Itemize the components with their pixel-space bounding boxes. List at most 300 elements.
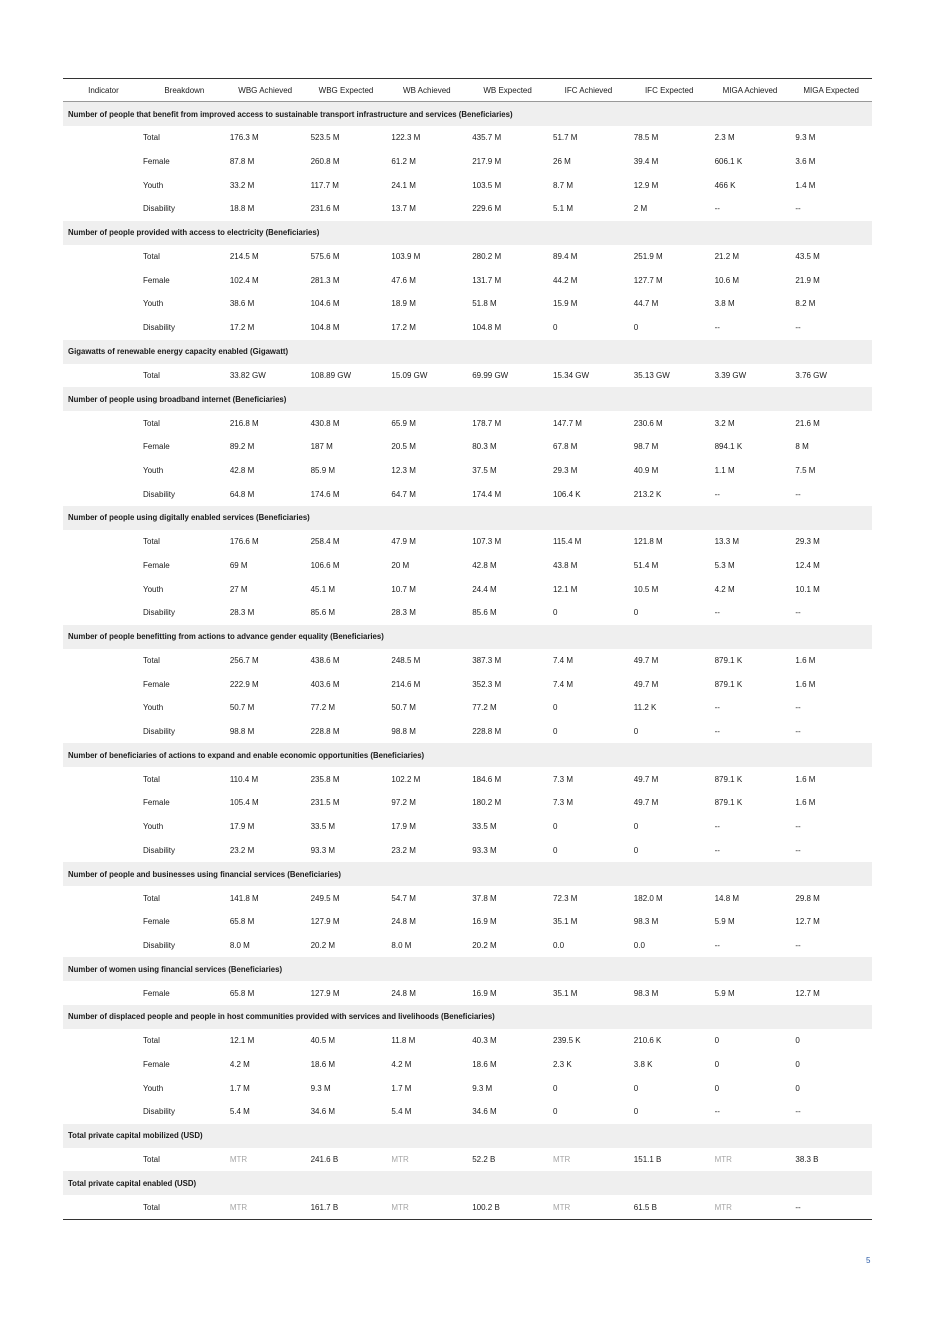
table-row	[63, 482, 872, 506]
indicator-title: Number of people provided with access to electricity (Beneficiaries)	[63, 221, 872, 245]
value-cell: 7.3 M	[553, 798, 574, 808]
value-cell: 4.2 M	[229, 1059, 250, 1069]
value-cell: 102.4 M	[229, 275, 259, 285]
value-cell: 228.8 M	[472, 727, 502, 737]
value-cell: 47.6 M	[391, 275, 416, 285]
value-cell: 879.1 K	[714, 679, 743, 689]
value-cell: 0	[633, 727, 639, 737]
value-cell: 249.5 M	[310, 893, 340, 903]
value-cell: 435.7 M	[472, 133, 502, 143]
value-cell: 27 M	[229, 584, 248, 594]
value-cell: 182.0 M	[633, 893, 663, 903]
value-cell: 127.9 M	[310, 988, 340, 998]
value-cell: 85.6 M	[310, 608, 336, 618]
value-cell: 8.0 M	[391, 940, 412, 950]
value-cell: 107.3 M	[472, 537, 502, 547]
value-cell: 1.4 M	[795, 180, 816, 190]
value-cell: 17.9 M	[229, 822, 255, 832]
value-cell: 98.8 M	[229, 727, 255, 737]
value-cell: 18.8 M	[229, 204, 255, 214]
value-cell: 29.8 M	[795, 893, 820, 903]
value-cell: 33.82 GW	[229, 370, 266, 380]
breakdown-cell: Total	[143, 1036, 160, 1046]
value-cell: 20.2 M	[310, 940, 336, 950]
indicator-title: Number of displaced people and people in host communities provided with services and livelihoods (Beneficiaries)	[63, 1005, 872, 1029]
value-cell: 258.4 M	[310, 537, 340, 547]
breakdown-cell: Total	[143, 370, 160, 380]
value-cell: 7.4 M	[553, 679, 574, 689]
value-cell: 0	[633, 608, 639, 618]
breakdown-cell: Disability	[143, 608, 176, 618]
indicator-section-row	[63, 1171, 872, 1195]
breakdown-cell: Disability	[143, 1107, 176, 1117]
value-cell: 104.8 M	[310, 323, 340, 333]
value-cell: 44.2 M	[553, 275, 578, 285]
value-cell: 235.8 M	[310, 774, 340, 784]
column-header-wbg-expected: WBG Expected	[306, 79, 387, 102]
table-row	[63, 1076, 872, 1100]
breakdown-cell: Total	[143, 133, 160, 143]
value-cell: 121.8 M	[633, 537, 663, 547]
value-cell: 39.4 M	[633, 157, 659, 167]
value-cell: 18.6 M	[472, 1059, 497, 1069]
value-cell: MTR	[548, 1195, 629, 1219]
value-cell: 0	[553, 845, 558, 855]
value-cell: MTR	[714, 1155, 732, 1165]
breakdown-cell: Total	[143, 537, 160, 547]
value-cell: 8.0 M	[229, 940, 250, 950]
value-cell: 29.3 M	[553, 465, 578, 475]
column-header-wb-achieved: WB Achieved	[386, 79, 467, 102]
value-cell: 176.3 M	[229, 133, 259, 143]
value-cell: --	[714, 822, 720, 832]
breakdown-cell: Disability	[143, 489, 176, 499]
indicator-title: Total private capital mobilized (USD)	[63, 1124, 872, 1148]
value-cell: 49.7 M	[633, 798, 659, 808]
value-cell: 0	[714, 1059, 720, 1069]
value-cell: 45.1 M	[310, 584, 336, 594]
indicator-section-row	[63, 862, 872, 886]
value-cell: 93.3 M	[472, 845, 497, 855]
value-cell: 879.1 K	[714, 656, 743, 666]
value-cell: 12.4 M	[795, 560, 820, 570]
breakdown-cell: Disability	[143, 727, 176, 737]
table-row	[63, 696, 872, 720]
indicator-title: Number of people using broadband internet (Beneficiaries)	[63, 387, 872, 411]
value-cell: MTR	[553, 1155, 571, 1165]
value-cell: 47.9 M	[391, 537, 416, 547]
value-cell: 34.6 M	[472, 1107, 497, 1117]
value-cell: 161.7 B	[306, 1195, 387, 1219]
table-row	[63, 886, 872, 910]
table-row	[63, 910, 872, 934]
value-cell: 38.3 B	[795, 1155, 819, 1165]
value-cell: 104.8 M	[472, 323, 502, 333]
value-cell: 231.6 M	[310, 204, 340, 214]
value-cell: 430.8 M	[310, 418, 340, 428]
value-cell: 178.7 M	[472, 418, 502, 428]
value-cell: 28.3 M	[229, 608, 255, 618]
value-cell: 13.7 M	[391, 204, 416, 214]
value-cell: 14.8 M	[714, 893, 740, 903]
table-row	[63, 1029, 872, 1053]
value-cell: 230.6 M	[633, 418, 663, 428]
value-cell: 98.3 M	[633, 917, 659, 927]
value-cell: 7.5 M	[795, 465, 816, 475]
value-cell: 5.1 M	[553, 204, 574, 214]
table-row	[63, 601, 872, 625]
column-header-ifc-achieved: IFC Achieved	[548, 79, 629, 102]
value-cell: --	[714, 845, 720, 855]
value-cell: 3.76 GW	[795, 370, 827, 380]
value-cell: 37.5 M	[472, 465, 497, 475]
value-cell: 21.6 M	[795, 418, 820, 428]
value-cell: 104.6 M	[310, 299, 340, 309]
value-cell: MTR	[225, 1195, 306, 1219]
value-cell: 0	[633, 1107, 639, 1117]
value-cell: 17.9 M	[391, 822, 416, 832]
value-cell: 0	[795, 1059, 800, 1069]
indicator-section-row	[63, 1005, 872, 1029]
value-cell: 65.8 M	[229, 988, 255, 998]
value-cell: 5.9 M	[714, 988, 735, 998]
breakdown-cell: Total	[143, 418, 160, 428]
column-header-miga-expected: MIGA Expected	[790, 79, 872, 102]
table-row	[63, 292, 872, 316]
value-cell: MTR	[386, 1195, 467, 1219]
column-header-indicator: Indicator	[63, 79, 144, 102]
breakdown-cell: Youth	[143, 703, 164, 713]
value-cell: 2 M	[633, 204, 648, 214]
value-cell: 5.4 M	[229, 1107, 250, 1117]
value-cell: --	[714, 940, 720, 950]
column-header-miga-achieved: MIGA Achieved	[710, 79, 791, 102]
value-cell: 180.2 M	[472, 798, 502, 808]
indicator-title: Total private capital enabled (USD)	[63, 1171, 872, 1195]
value-cell: 229.6 M	[472, 204, 502, 214]
value-cell: 466 K	[714, 180, 736, 190]
value-cell: 35.1 M	[553, 988, 578, 998]
table-row	[63, 839, 872, 863]
value-cell: 0	[633, 323, 639, 333]
value-cell: 0	[553, 822, 558, 832]
table-row	[63, 126, 872, 150]
value-cell: --	[795, 822, 801, 832]
value-cell: 103.5 M	[472, 180, 502, 190]
value-cell: 17.2 M	[391, 323, 416, 333]
value-cell: 12.7 M	[795, 988, 820, 998]
value-cell: 40.9 M	[633, 465, 659, 475]
value-cell: MTR	[710, 1195, 791, 1219]
value-cell: 93.3 M	[310, 845, 336, 855]
value-cell: --	[714, 323, 720, 333]
value-cell: 51.8 M	[472, 299, 497, 309]
value-cell: 52.2 B	[472, 1155, 496, 1165]
value-cell: 176.6 M	[229, 537, 259, 547]
table-row	[63, 791, 872, 815]
value-cell: 1.1 M	[714, 465, 735, 475]
table-row	[63, 1195, 872, 1219]
breakdown-cell: Female	[143, 798, 170, 808]
value-cell: 34.6 M	[310, 1107, 336, 1117]
indicator-section-row	[63, 1124, 872, 1148]
breakdown-cell: Disability	[143, 845, 176, 855]
value-cell: --	[714, 703, 720, 713]
breakdown-cell: Total	[143, 1155, 160, 1165]
breakdown-cell: Total	[63, 1195, 225, 1219]
table-row	[63, 577, 872, 601]
value-cell: 210.6 K	[633, 1036, 662, 1046]
value-cell: 69 M	[229, 560, 248, 570]
breakdown-cell: Female	[143, 275, 170, 285]
value-cell: 33.5 M	[472, 822, 497, 832]
value-cell: 7.3 M	[553, 774, 574, 784]
value-cell: 77.2 M	[310, 703, 336, 713]
value-cell: 1.6 M	[795, 679, 816, 689]
value-cell: 102.2 M	[391, 774, 421, 784]
value-cell: 606.1 K	[714, 157, 743, 167]
value-cell: 98.7 M	[633, 442, 659, 452]
value-cell: 3.6 M	[795, 157, 816, 167]
value-cell: 184.6 M	[472, 774, 502, 784]
value-cell: 40.5 M	[310, 1036, 336, 1046]
value-cell: 64.8 M	[229, 489, 255, 499]
value-cell: 0	[553, 323, 558, 333]
value-cell: 1.7 M	[391, 1083, 412, 1093]
value-cell: 64.7 M	[391, 489, 416, 499]
table-row	[63, 815, 872, 839]
indicator-title: Gigawatts of renewable energy capacity enabled (Gigawatt)	[63, 340, 872, 364]
breakdown-cell: Female	[143, 988, 170, 998]
value-cell: 61.5 B	[629, 1195, 710, 1219]
value-cell: 12.3 M	[391, 465, 416, 475]
value-cell: 222.9 M	[229, 679, 259, 689]
value-cell: --	[795, 940, 801, 950]
indicator-section-row	[63, 387, 872, 411]
indicator-title: Number of people using digitally enabled services (Beneficiaries)	[63, 506, 872, 530]
value-cell: 20.5 M	[391, 442, 416, 452]
value-cell: 0	[633, 1083, 639, 1093]
table-row	[63, 1100, 872, 1124]
value-cell: 0.0	[553, 940, 565, 950]
breakdown-cell: Youth	[143, 1083, 164, 1093]
value-cell: 260.8 M	[310, 157, 340, 167]
table-row	[63, 316, 872, 340]
value-cell: 97.2 M	[391, 798, 416, 808]
value-cell: 11.2 K	[633, 703, 657, 713]
value-cell: 26 M	[553, 157, 571, 167]
table-row	[63, 720, 872, 744]
value-cell: 280.2 M	[472, 252, 502, 262]
value-cell: 33.5 M	[310, 822, 336, 832]
value-cell: 4.2 M	[714, 584, 735, 594]
value-cell: 24.1 M	[391, 180, 416, 190]
value-cell: 106.6 M	[310, 560, 340, 570]
value-cell: 0.0	[633, 940, 645, 950]
value-cell: 127.9 M	[310, 917, 340, 927]
breakdown-cell: Disability	[143, 323, 176, 333]
value-cell: 50.7 M	[391, 703, 416, 713]
value-cell: --	[714, 608, 720, 618]
value-cell: 12.7 M	[795, 917, 820, 927]
value-cell: 0	[795, 1036, 800, 1046]
value-cell: 77.2 M	[472, 703, 497, 713]
value-cell: --	[795, 845, 801, 855]
results-table-container	[63, 78, 872, 1220]
column-header-ifc-expected: IFC Expected	[629, 79, 710, 102]
value-cell: MTR	[391, 1155, 409, 1165]
value-cell: 40.3 M	[472, 1036, 497, 1046]
value-cell: 43.8 M	[553, 560, 578, 570]
value-cell: 9.3 M	[472, 1083, 493, 1093]
value-cell: 0	[795, 1083, 800, 1093]
value-cell: 7.4 M	[553, 656, 574, 666]
table-row	[63, 672, 872, 696]
value-cell: 5.9 M	[714, 917, 735, 927]
value-cell: 0	[633, 822, 639, 832]
value-cell: 4.2 M	[391, 1059, 412, 1069]
page-number: 5	[866, 1256, 871, 1265]
value-cell: 80.3 M	[472, 442, 497, 452]
indicator-section-row	[63, 102, 872, 127]
value-cell: 24.8 M	[391, 917, 416, 927]
value-cell: 8 M	[795, 442, 809, 452]
value-cell: 214.6 M	[391, 679, 421, 689]
table-row	[63, 649, 872, 673]
value-cell: 24.4 M	[472, 584, 497, 594]
breakdown-cell: Female	[143, 1059, 170, 1069]
indicator-section-row	[63, 340, 872, 364]
value-cell: --	[795, 204, 801, 214]
value-cell: 403.6 M	[310, 679, 340, 689]
table-row	[63, 1148, 872, 1172]
value-cell: 69.99 GW	[472, 370, 509, 380]
table-row	[63, 459, 872, 483]
value-cell: 35.1 M	[553, 917, 578, 927]
value-cell: 15.34 GW	[553, 370, 590, 380]
value-cell: 89.2 M	[229, 442, 255, 452]
breakdown-cell: Female	[143, 679, 170, 689]
value-cell: 24.8 M	[391, 988, 416, 998]
value-cell: 54.7 M	[391, 893, 416, 903]
value-cell: 879.1 K	[714, 798, 743, 808]
value-cell: 10.1 M	[795, 584, 820, 594]
value-cell: 49.7 M	[633, 774, 659, 784]
value-cell: 35.13 GW	[633, 370, 670, 380]
value-cell: --	[795, 727, 801, 737]
value-cell: 15.9 M	[553, 299, 578, 309]
value-cell: 147.7 M	[553, 418, 582, 428]
value-cell: 23.2 M	[229, 845, 255, 855]
value-cell: 110.4 M	[229, 774, 259, 784]
value-cell: 3.2 M	[714, 418, 735, 428]
value-cell: 100.2 B	[467, 1195, 548, 1219]
value-cell: 106.4 K	[553, 489, 581, 499]
value-cell: 49.7 M	[633, 656, 659, 666]
value-cell: 0	[553, 608, 558, 618]
value-cell: 115.4 M	[553, 537, 582, 547]
value-cell: --	[795, 703, 801, 713]
value-cell: 151.1 B	[633, 1155, 662, 1165]
value-cell: 3.8 M	[714, 299, 735, 309]
value-cell: 18.9 M	[391, 299, 416, 309]
table-row	[63, 173, 872, 197]
value-cell: 0	[633, 845, 639, 855]
value-cell: 42.8 M	[472, 560, 497, 570]
breakdown-cell: Total	[143, 252, 160, 262]
breakdown-cell: Youth	[143, 822, 164, 832]
value-cell: 9.3 M	[795, 133, 816, 143]
value-cell: 103.9 M	[391, 252, 421, 262]
column-header-breakdown: Breakdown	[144, 79, 225, 102]
table-row	[63, 554, 872, 578]
value-cell: 20 M	[391, 560, 410, 570]
table-row	[63, 767, 872, 791]
breakdown-cell: Disability	[143, 204, 176, 214]
table-row	[63, 197, 872, 221]
value-cell: 51.4 M	[633, 560, 659, 570]
value-cell: --	[795, 608, 801, 618]
breakdown-cell: Total	[143, 893, 160, 903]
indicator-title: Number of people benefitting from actions to advance gender equality (Beneficiaries)	[63, 625, 872, 649]
value-cell: 174.4 M	[472, 489, 502, 499]
value-cell: 894.1 K	[714, 442, 743, 452]
value-cell: 10.6 M	[714, 275, 740, 285]
value-cell: 575.6 M	[310, 252, 340, 262]
indicator-section-row	[63, 957, 872, 981]
indicator-title: Number of women using financial services (Beneficiaries)	[63, 957, 872, 981]
indicator-section-row	[63, 221, 872, 245]
indicator-section-row	[63, 743, 872, 767]
table-row	[63, 530, 872, 554]
table-row	[63, 1053, 872, 1077]
indicator-section-row	[63, 506, 872, 530]
value-cell: 3.8 K	[633, 1059, 653, 1069]
value-cell: 78.5 M	[633, 133, 659, 143]
value-cell: 127.7 M	[633, 275, 663, 285]
value-cell: 213.2 K	[633, 489, 662, 499]
table-row	[63, 435, 872, 459]
value-cell: 85.9 M	[310, 465, 336, 475]
value-cell: 108.89 GW	[310, 370, 352, 380]
value-cell: 16.9 M	[472, 917, 497, 927]
value-cell: --	[795, 323, 801, 333]
value-cell: 523.5 M	[310, 133, 340, 143]
indicator-title: Number of people that benefit from improved access to sustainable transport infrastructure and services (Beneficiaries)	[63, 102, 872, 127]
value-cell: --	[795, 1107, 801, 1117]
value-cell: 43.5 M	[795, 252, 820, 262]
value-cell: 49.7 M	[633, 679, 659, 689]
breakdown-cell: Total	[143, 774, 160, 784]
value-cell: 89.4 M	[553, 252, 578, 262]
value-cell: 248.5 M	[391, 656, 421, 666]
breakdown-cell: Youth	[143, 584, 164, 594]
value-cell: 387.3 M	[472, 656, 502, 666]
value-cell: 12.1 M	[229, 1036, 255, 1046]
value-cell: 37.8 M	[472, 893, 497, 903]
column-header-wbg-achieved: WBG Achieved	[225, 79, 306, 102]
value-cell: 10.7 M	[391, 584, 416, 594]
value-cell: 67.8 M	[553, 442, 578, 452]
breakdown-cell: Female	[143, 442, 170, 452]
value-cell: 216.8 M	[229, 418, 259, 428]
value-cell: 0	[553, 1107, 558, 1117]
value-cell: 105.4 M	[229, 798, 259, 808]
value-cell: --	[714, 1107, 720, 1117]
value-cell: 18.6 M	[310, 1059, 336, 1069]
value-cell: 17.2 M	[229, 323, 255, 333]
value-cell: 20.2 M	[472, 940, 497, 950]
